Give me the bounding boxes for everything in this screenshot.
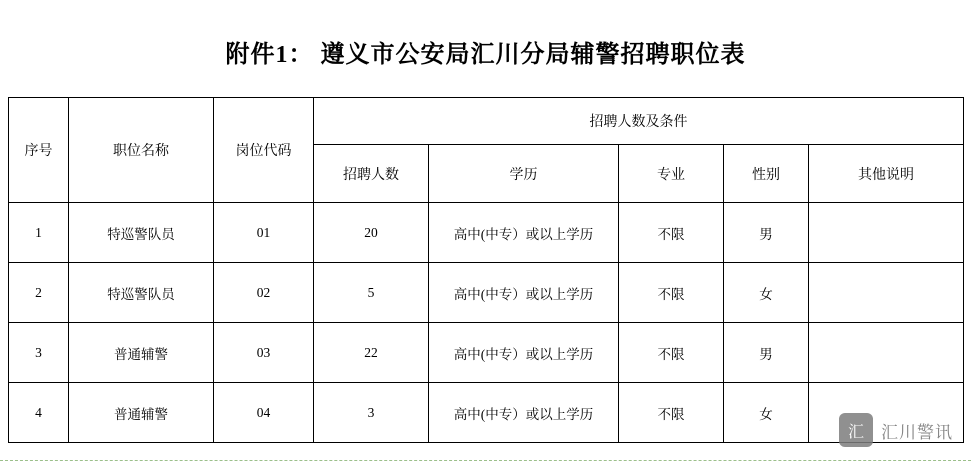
header-gender: 性别 [724,145,809,203]
cell-major: 不限 [619,203,724,263]
bottom-divider [0,459,971,461]
watermark-label: 汇川警讯 [881,422,953,442]
page-title: 附件1： 遵义市公安局汇川分局辅警招聘职位表 [225,42,746,68]
cell-gender: 男 [724,323,809,383]
table-head [9,98,964,203]
header-other: 其他说明 [809,145,964,203]
cell-gender: 女 [724,383,809,443]
watermark-logo-icon: 汇 [839,413,873,447]
header-education: 学历 [429,145,619,203]
cell-major: 不限 [619,323,724,383]
job-position-table [8,97,964,443]
header-position-name: 职位名称 [69,98,214,203]
cell-education: 高中(中专）或以上学历 [429,263,619,323]
table-row [9,383,964,443]
header-post-code: 岗位代码 [214,98,314,203]
header-recruit-number: 招聘人数 [314,145,429,203]
cell-recruit-number: 5 [314,263,429,323]
cell-post-code: 03 [214,323,314,383]
header-index: 序号 [9,98,69,203]
cell-index: 1 [9,203,69,263]
cell-recruit-number: 22 [314,323,429,383]
header-group-conditions: 招聘人数及条件 [314,98,964,145]
cell-gender: 女 [724,263,809,323]
header-major: 专业 [619,145,724,203]
cell-recruit-number: 3 [314,383,429,443]
table-row [9,323,964,383]
cell-education: 高中(中专）或以上学历 [429,203,619,263]
cell-position-name: 特巡警队员 [69,203,214,263]
cell-recruit-number: 20 [314,203,429,263]
cell-position-name: 普通辅警 [69,323,214,383]
table-container [0,97,971,443]
cell-index: 4 [9,383,69,443]
watermark [839,413,953,447]
cell-position-name: 普通辅警 [69,383,214,443]
cell-post-code: 04 [214,383,314,443]
table-row [9,203,964,263]
cell-education: 高中(中专）或以上学历 [429,383,619,443]
cell-education: 高中(中专）或以上学历 [429,323,619,383]
table-row [9,263,964,323]
cell-gender: 男 [724,203,809,263]
cell-major: 不限 [619,383,724,443]
table-header-group-row [9,98,964,145]
table-body [9,203,964,443]
cell-index: 2 [9,263,69,323]
cell-major: 不限 [619,263,724,323]
cell-index: 3 [9,323,69,383]
cell-other [809,203,964,263]
cell-post-code: 01 [214,203,314,263]
cell-other [809,263,964,323]
cell-position-name: 特巡警队员 [69,263,214,323]
cell-other [809,323,964,383]
cell-post-code: 02 [214,263,314,323]
